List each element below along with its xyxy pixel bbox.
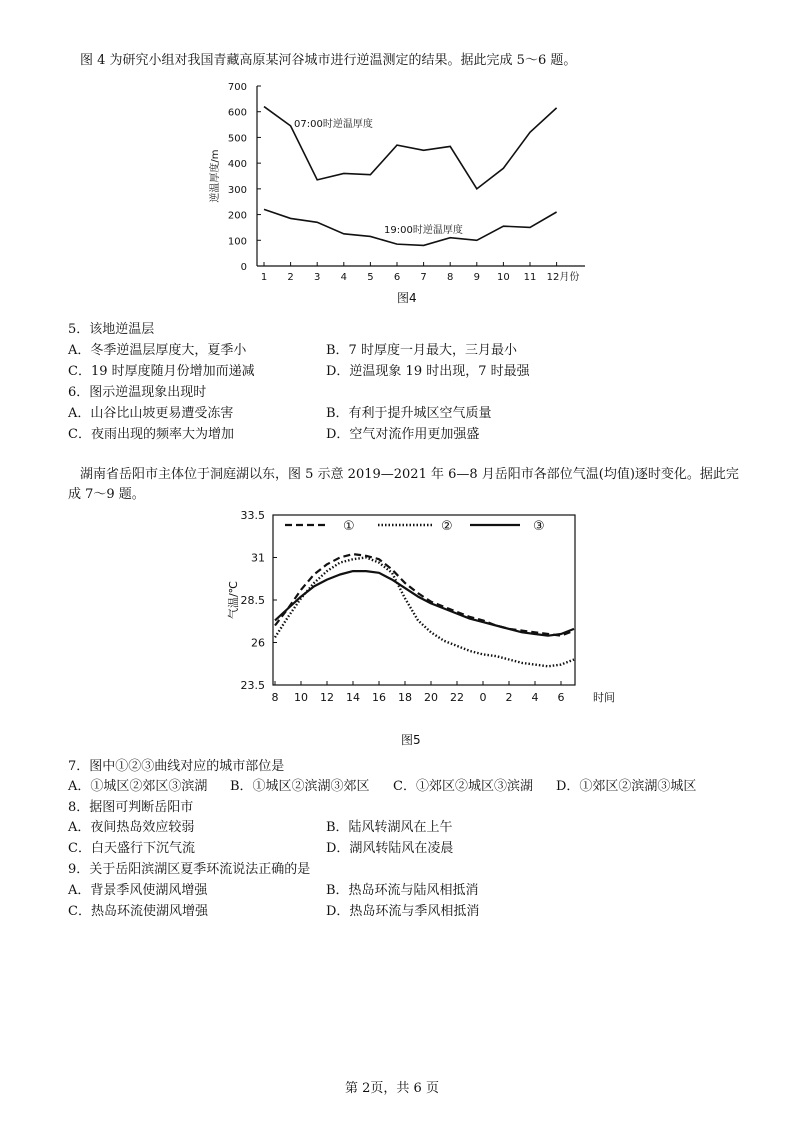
fig4-x-tick-label: 10 [497, 272, 510, 283]
figure-4-chart [200, 78, 600, 288]
figure-5-chart [215, 505, 635, 710]
page-footer: 第 2页，共 6 页 [345, 1081, 439, 1096]
question-9-option-a: A．背景季风使湖风增强 [68, 883, 208, 898]
fig4-y-tick-label: 100 [227, 236, 247, 248]
figure-4-caption: 图4 [397, 291, 417, 305]
question-6-option-d: D．空气对流作用更加强盛 [326, 427, 480, 442]
fig5-series-line-2 [275, 558, 574, 667]
fig4-x-tick-label: 11 [523, 272, 537, 283]
intro-paragraph-2-line-1: 湖南省岳阳市主体位于洞庭湖以东，图 5 示意 2019—2021 年 6—8 月岳阳市各部位气温(均值)逐时变化。据此完 [80, 467, 739, 482]
fig5-x-axis-label: 时间 [593, 691, 615, 704]
fig4-series-label-2: 19:00时逆温厚度 [384, 225, 463, 236]
fig5-legend-label-3: ③ [533, 519, 545, 534]
fig5-y-tick-label: 28.5 [240, 594, 265, 607]
question-5-option-c: C．19 时厚度随月份增加而递减 [68, 364, 255, 379]
fig4-x-tick-label: 8 [447, 272, 454, 283]
fig4-x-tick-label: 9 [473, 272, 480, 283]
question-5-stem: 5．该地逆温层 [68, 322, 155, 337]
question-6-option-c: C．夜雨出现的频率大为增加 [68, 427, 234, 442]
fig4-x-tick-label: 12月份 [546, 272, 580, 283]
question-8-option-c: C．白天盛行下沉气流 [68, 841, 195, 856]
question-7-stem: 7．图中①②③曲线对应的城市部位是 [68, 759, 285, 774]
question-8-stem: 8．据图可判断岳阳市 [68, 800, 194, 815]
fig5-x-tick-label: 12 [320, 691, 334, 704]
question-8-option-b: B．陆风转湖风在上午 [326, 820, 453, 835]
fig4-x-tick-label: 1 [260, 272, 268, 283]
question-7-option-c: C．①郊区②城区③滨湖 [393, 779, 533, 794]
fig4-x-tick-label: 2 [287, 272, 294, 283]
fig4-y-tick-label: 400 [227, 159, 247, 171]
fig5-x-tick-label: 6 [557, 691, 565, 704]
fig4-y-tick-label: 200 [227, 210, 247, 222]
fig4-x-tick-label: 6 [393, 272, 401, 283]
question-6-option-a: A．山谷比山坡更易遭受冻害 [68, 406, 234, 421]
question-8-option-d: D．湖风转陆风在凌晨 [326, 841, 454, 856]
question-6-option-b: B．有利于提升城区空气质量 [326, 406, 492, 421]
question-7-option-d: D．①郊区②滨湖③城区 [556, 779, 697, 794]
fig4-y-tick-label: 0 [240, 262, 247, 273]
question-5-option-a: A．冬季逆温层厚度大，夏季小 [68, 343, 247, 358]
fig5-x-tick-label: 14 [346, 691, 360, 704]
fig5-x-tick-label: 16 [372, 691, 386, 704]
fig4-y-axis-label: 逆温厚度/m [210, 149, 221, 203]
fig4-x-tick-label: 7 [420, 272, 427, 283]
figure-5-caption: 图5 [401, 733, 421, 747]
fig5-x-tick-label: 20 [424, 691, 438, 704]
fig4-x-tick-label: 3 [314, 272, 321, 283]
fig4-y-tick-label: 700 [227, 82, 247, 93]
fig5-x-tick-label: 8 [271, 691, 279, 704]
question-9-stem: 9．关于岳阳滨湖区夏季环流说法正确的是 [68, 862, 311, 877]
fig5-y-tick-label: 26 [251, 636, 265, 650]
question-5-option-d: D．逆温现象 19 时出现，7 时最强 [326, 364, 530, 379]
fig4-y-tick-label: 300 [227, 184, 247, 196]
intro-paragraph-1: 图 4 为研究小组对我国青藏高原某河谷城市进行逆温测定的结果。据此完成 5～6 题。 [80, 53, 577, 68]
fig4-y-tick-label: 500 [227, 133, 247, 145]
fig5-series-line-3 [275, 571, 574, 636]
fig5-x-tick-label: 2 [505, 691, 513, 704]
question-9-option-d: D．热岛环流与季风相抵消 [326, 904, 480, 919]
fig5-x-tick-label: 18 [398, 691, 412, 704]
question-9-option-c: C．热岛环流使湖风增强 [68, 904, 208, 919]
intro-paragraph-2-line-2: 成 7～9 题。 [68, 487, 145, 502]
fig5-y-tick-label: 31 [251, 551, 265, 565]
question-8-option-a: A．夜间热岛效应较弱 [68, 820, 195, 835]
fig5-y-axis-label: 气温/℃ [227, 580, 240, 620]
fig4-x-tick-label: 4 [340, 272, 347, 283]
question-7-option-a: A．①城区②郊区③滨湖 [68, 779, 208, 794]
fig5-x-tick-label: 22 [450, 691, 464, 704]
fig5-y-tick-label: 23.5 [240, 679, 265, 692]
fig4-y-tick-label: 600 [227, 107, 247, 119]
fig5-x-tick-label: 0 [479, 691, 487, 704]
question-6-stem: 6．图示逆温现象出现时 [68, 385, 207, 400]
fig5-y-tick-label: 33.5 [240, 509, 265, 522]
question-9-option-b: B．热岛环流与陆风相抵消 [326, 883, 479, 898]
fig5-x-tick-label: 10 [294, 691, 308, 704]
fig5-legend-label-2: ② [441, 519, 453, 534]
fig4-series-label-1: 07:00时逆温厚度 [294, 119, 373, 130]
fig4-x-tick-label: 5 [367, 272, 374, 283]
fig5-x-tick-label: 4 [531, 691, 539, 704]
fig5-legend-label-1: ① [343, 519, 355, 534]
question-5-option-b: B．7 时厚度一月最大，三月最小 [326, 343, 517, 358]
question-7-option-b: B．①城区②滨湖③郊区 [230, 779, 370, 794]
fig5-series-line-1 [275, 554, 574, 636]
